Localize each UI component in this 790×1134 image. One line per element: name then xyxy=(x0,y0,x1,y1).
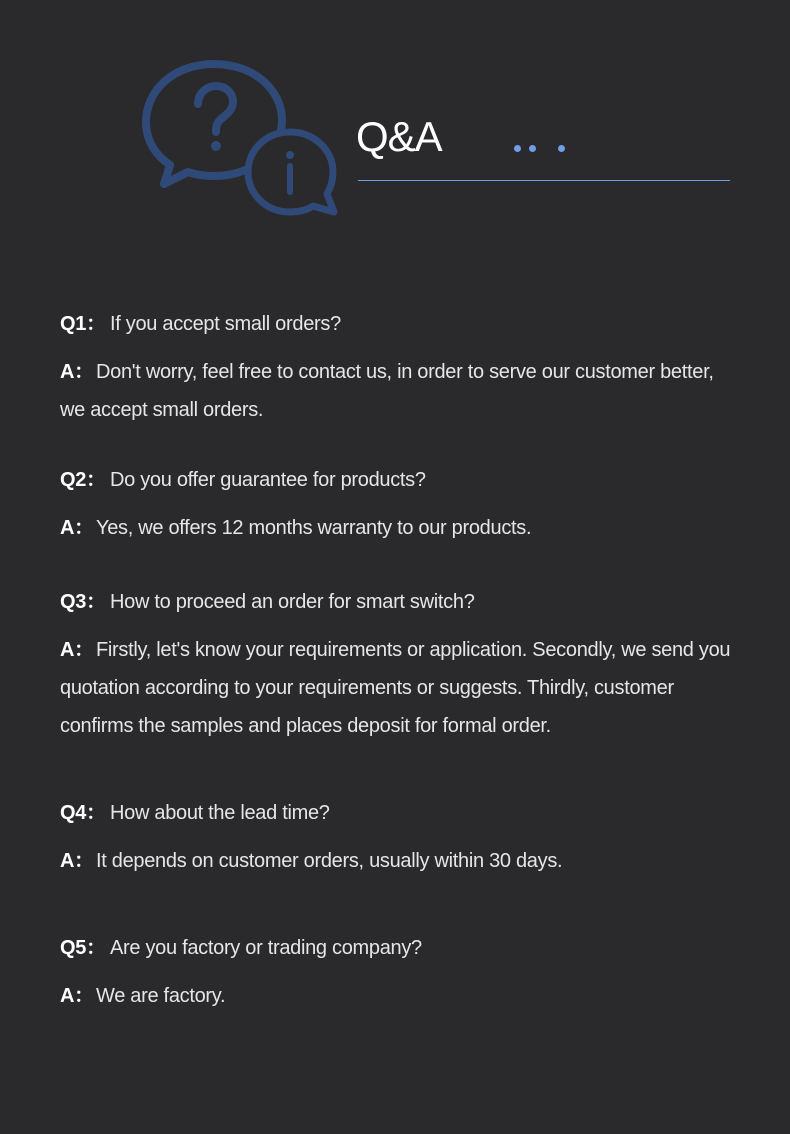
answer-label: A： xyxy=(60,517,94,539)
dot xyxy=(514,145,521,152)
question-label: Q3： xyxy=(60,591,106,613)
answer-text: Firstly, let's know your requirements or application. Secondly, we send you quotation according to your requirements or suggests. Thirdly, customer confirms the samples and places deposit for formal order. xyxy=(60,639,731,737)
dot xyxy=(529,145,536,152)
question-text: Are you factory or trading company? xyxy=(110,937,422,959)
title-underline xyxy=(358,180,730,181)
answer-label: A： xyxy=(60,850,94,872)
question-text: How to proceed an order for smart switch? xyxy=(110,591,475,613)
question-line xyxy=(60,794,740,832)
question-label: Q2： xyxy=(60,469,106,491)
question-line xyxy=(60,929,740,967)
page-title: Q&A xyxy=(356,113,442,160)
answer-label: A： xyxy=(60,985,94,1007)
answer-label: A： xyxy=(60,361,94,383)
qa-item-4 xyxy=(60,794,740,880)
answer-label: A： xyxy=(60,639,94,661)
answer-text: Don't worry, feel free to contact us, in order to serve our customer better, we accept small orders. xyxy=(60,361,714,421)
question-label: Q1： xyxy=(60,313,106,335)
question-label: Q5： xyxy=(60,937,106,959)
qa-item-2 xyxy=(60,461,740,547)
dot xyxy=(558,145,565,152)
question-line xyxy=(60,461,740,499)
question-line xyxy=(60,583,740,621)
question-text: If you accept small orders? xyxy=(110,313,341,335)
qa-item-1 xyxy=(60,305,740,429)
decorative-dots xyxy=(514,145,574,155)
question-text: How about the lead time? xyxy=(110,802,330,824)
question-text: Do you offer guarantee for products? xyxy=(110,469,426,491)
qa-bubbles-icon xyxy=(136,58,346,223)
answer-line xyxy=(60,509,740,547)
answer-line xyxy=(60,631,740,745)
answer-line xyxy=(60,842,740,880)
question-line xyxy=(60,305,740,343)
answer-text: It depends on customer orders, usually within 30 days. xyxy=(96,850,563,872)
answer-line xyxy=(60,977,740,1015)
question-label: Q4： xyxy=(60,802,106,824)
qa-item-3 xyxy=(60,583,740,745)
qa-item-5 xyxy=(60,929,740,1015)
answer-text: We are factory. xyxy=(96,985,226,1007)
answer-text: Yes, we offers 12 months warranty to our products. xyxy=(96,517,532,539)
answer-line xyxy=(60,353,740,429)
